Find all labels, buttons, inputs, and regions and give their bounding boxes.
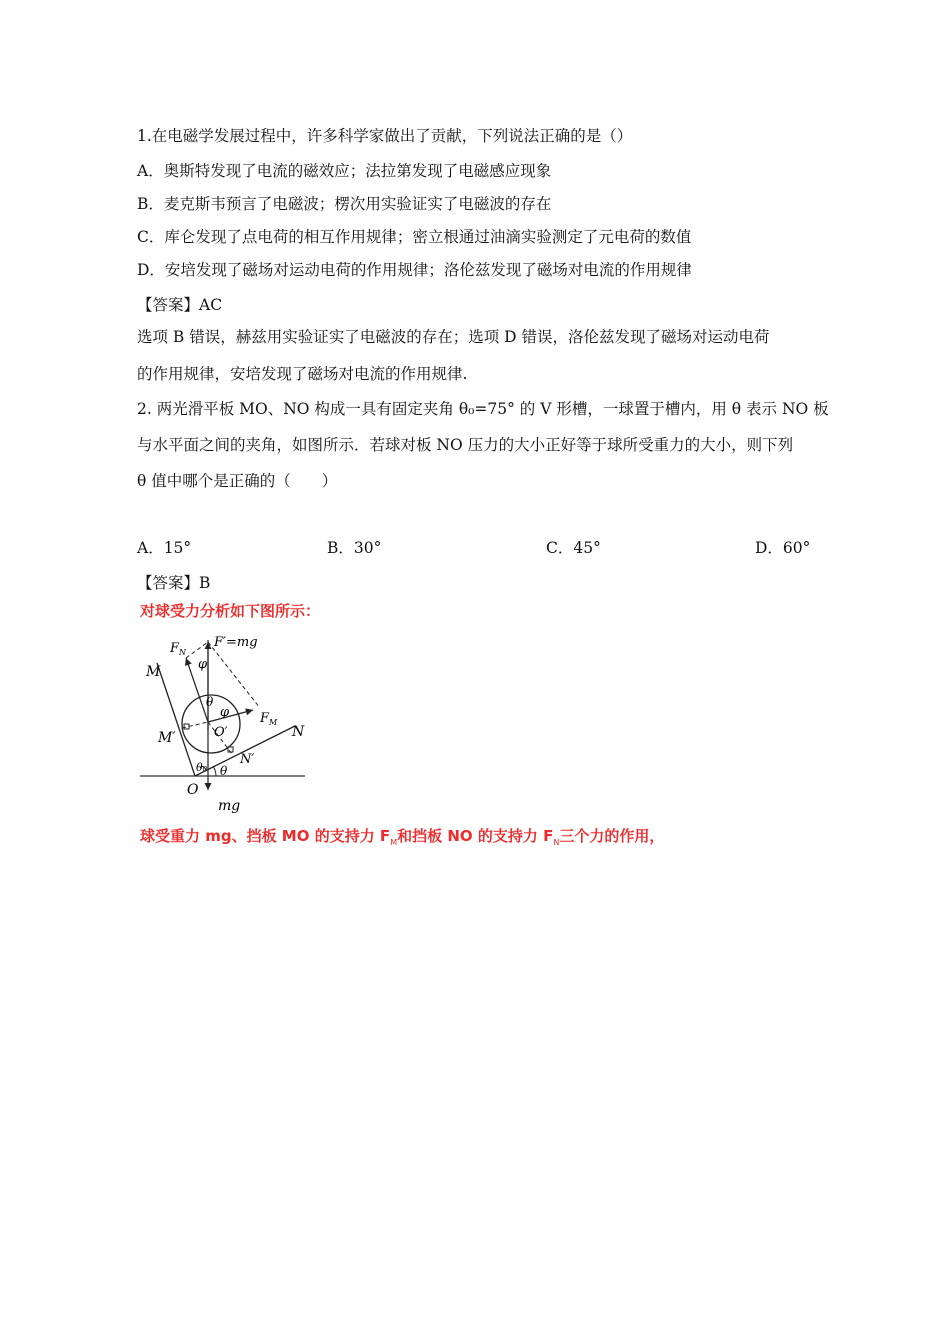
label-mg: mg — [218, 798, 241, 814]
dashed-line — [208, 642, 260, 708]
analysis-text-c: 三个力的作用， — [559, 827, 665, 845]
label-oprime: O′ — [214, 725, 228, 740]
q1-answer: 【答案】AC — [137, 296, 223, 314]
label-theta: θ — [220, 764, 228, 778]
q1-option-c: C．库仑发现了点电荷的相互作用规律；密立根通过油滴实验测定了元电荷的数值 — [137, 228, 692, 246]
q2-option-a: A．15° — [137, 539, 192, 557]
q1-explanation-line-2: 的作用规律，安培发现了磁场对电流的作用规律. — [137, 365, 468, 383]
right-angle-mark — [184, 724, 189, 729]
label-o: O — [187, 782, 199, 798]
theta-arc — [213, 766, 216, 776]
analysis-text-a: 球受重力 mg、挡板 MO 的支持力 F — [140, 827, 391, 845]
q2-stem-line-2: 与水平面之间的夹角，如图所示．若球对板 NO 压力的大小正好等于球所受重力的大小，则下列 — [137, 436, 794, 454]
q1-stem: 1.在电磁学发展过程中，许多科学家做出了贡献，下列说法正确的是（） — [137, 127, 633, 145]
label-fm: $F_M$ — [260, 711, 278, 727]
q1-explanation-line-1: 选项 B 错误，赫兹用实验证实了电磁波的存在；选项 D 错误，洛伦兹发现了磁场对运动电荷 — [137, 328, 770, 346]
board-mo — [157, 663, 195, 776]
label-nprime: N′ — [240, 752, 255, 767]
analysis-text — [140, 826, 664, 853]
q2-option-d: D．60° — [755, 539, 811, 557]
q2-answer: 【答案】B — [137, 574, 211, 592]
analysis-sub-n: N — [553, 838, 560, 847]
label-fprime: F′=mg — [214, 635, 258, 650]
force-diagram — [140, 630, 320, 820]
q2-option-b: B．30° — [327, 539, 382, 557]
label-mprime: M′ — [158, 730, 176, 746]
label-phi-top: φ — [198, 657, 208, 672]
analysis-title: 对球受力分析如下图所示： — [140, 602, 321, 620]
q1-option-b: B．麦克斯韦预言了电磁波；楞次用实验证实了电磁波的存在 — [137, 195, 552, 213]
label-phi-inner: φ — [220, 705, 230, 720]
q2-stem-line-1: 2. 两光滑平板 MO、NO 构成一具有固定夹角 θ₀=75° 的 V 形槽，一球置于槽内，用 θ 表示 NO 板 — [137, 400, 829, 418]
label-theta-inner: θ — [206, 695, 214, 709]
q2-stem-line-3: θ 值中哪个是正确的（ ） — [137, 472, 338, 490]
fm-arrow — [208, 710, 253, 722]
label-n: N — [292, 724, 305, 740]
label-m: M — [146, 664, 161, 680]
analysis-sub-m: M — [390, 838, 398, 847]
q1-option-d: D．安培发现了磁场对运动电荷的作用规律；洛伦兹发现了磁场对电流的作用规律 — [137, 261, 692, 279]
analysis-text-b: 和挡板 NO 的支持力 F — [397, 827, 554, 845]
label-fn: $F_N$ — [170, 641, 187, 657]
q2-option-c: C．45° — [546, 539, 601, 557]
q1-option-a: A．奥斯特发现了电流的磁效应；法拉第发现了电磁感应现象 — [137, 162, 552, 180]
board-no — [195, 726, 295, 776]
dashed-line — [182, 722, 208, 728]
label-theta0: θ₀ — [196, 761, 208, 774]
dashed-line — [186, 642, 208, 658]
